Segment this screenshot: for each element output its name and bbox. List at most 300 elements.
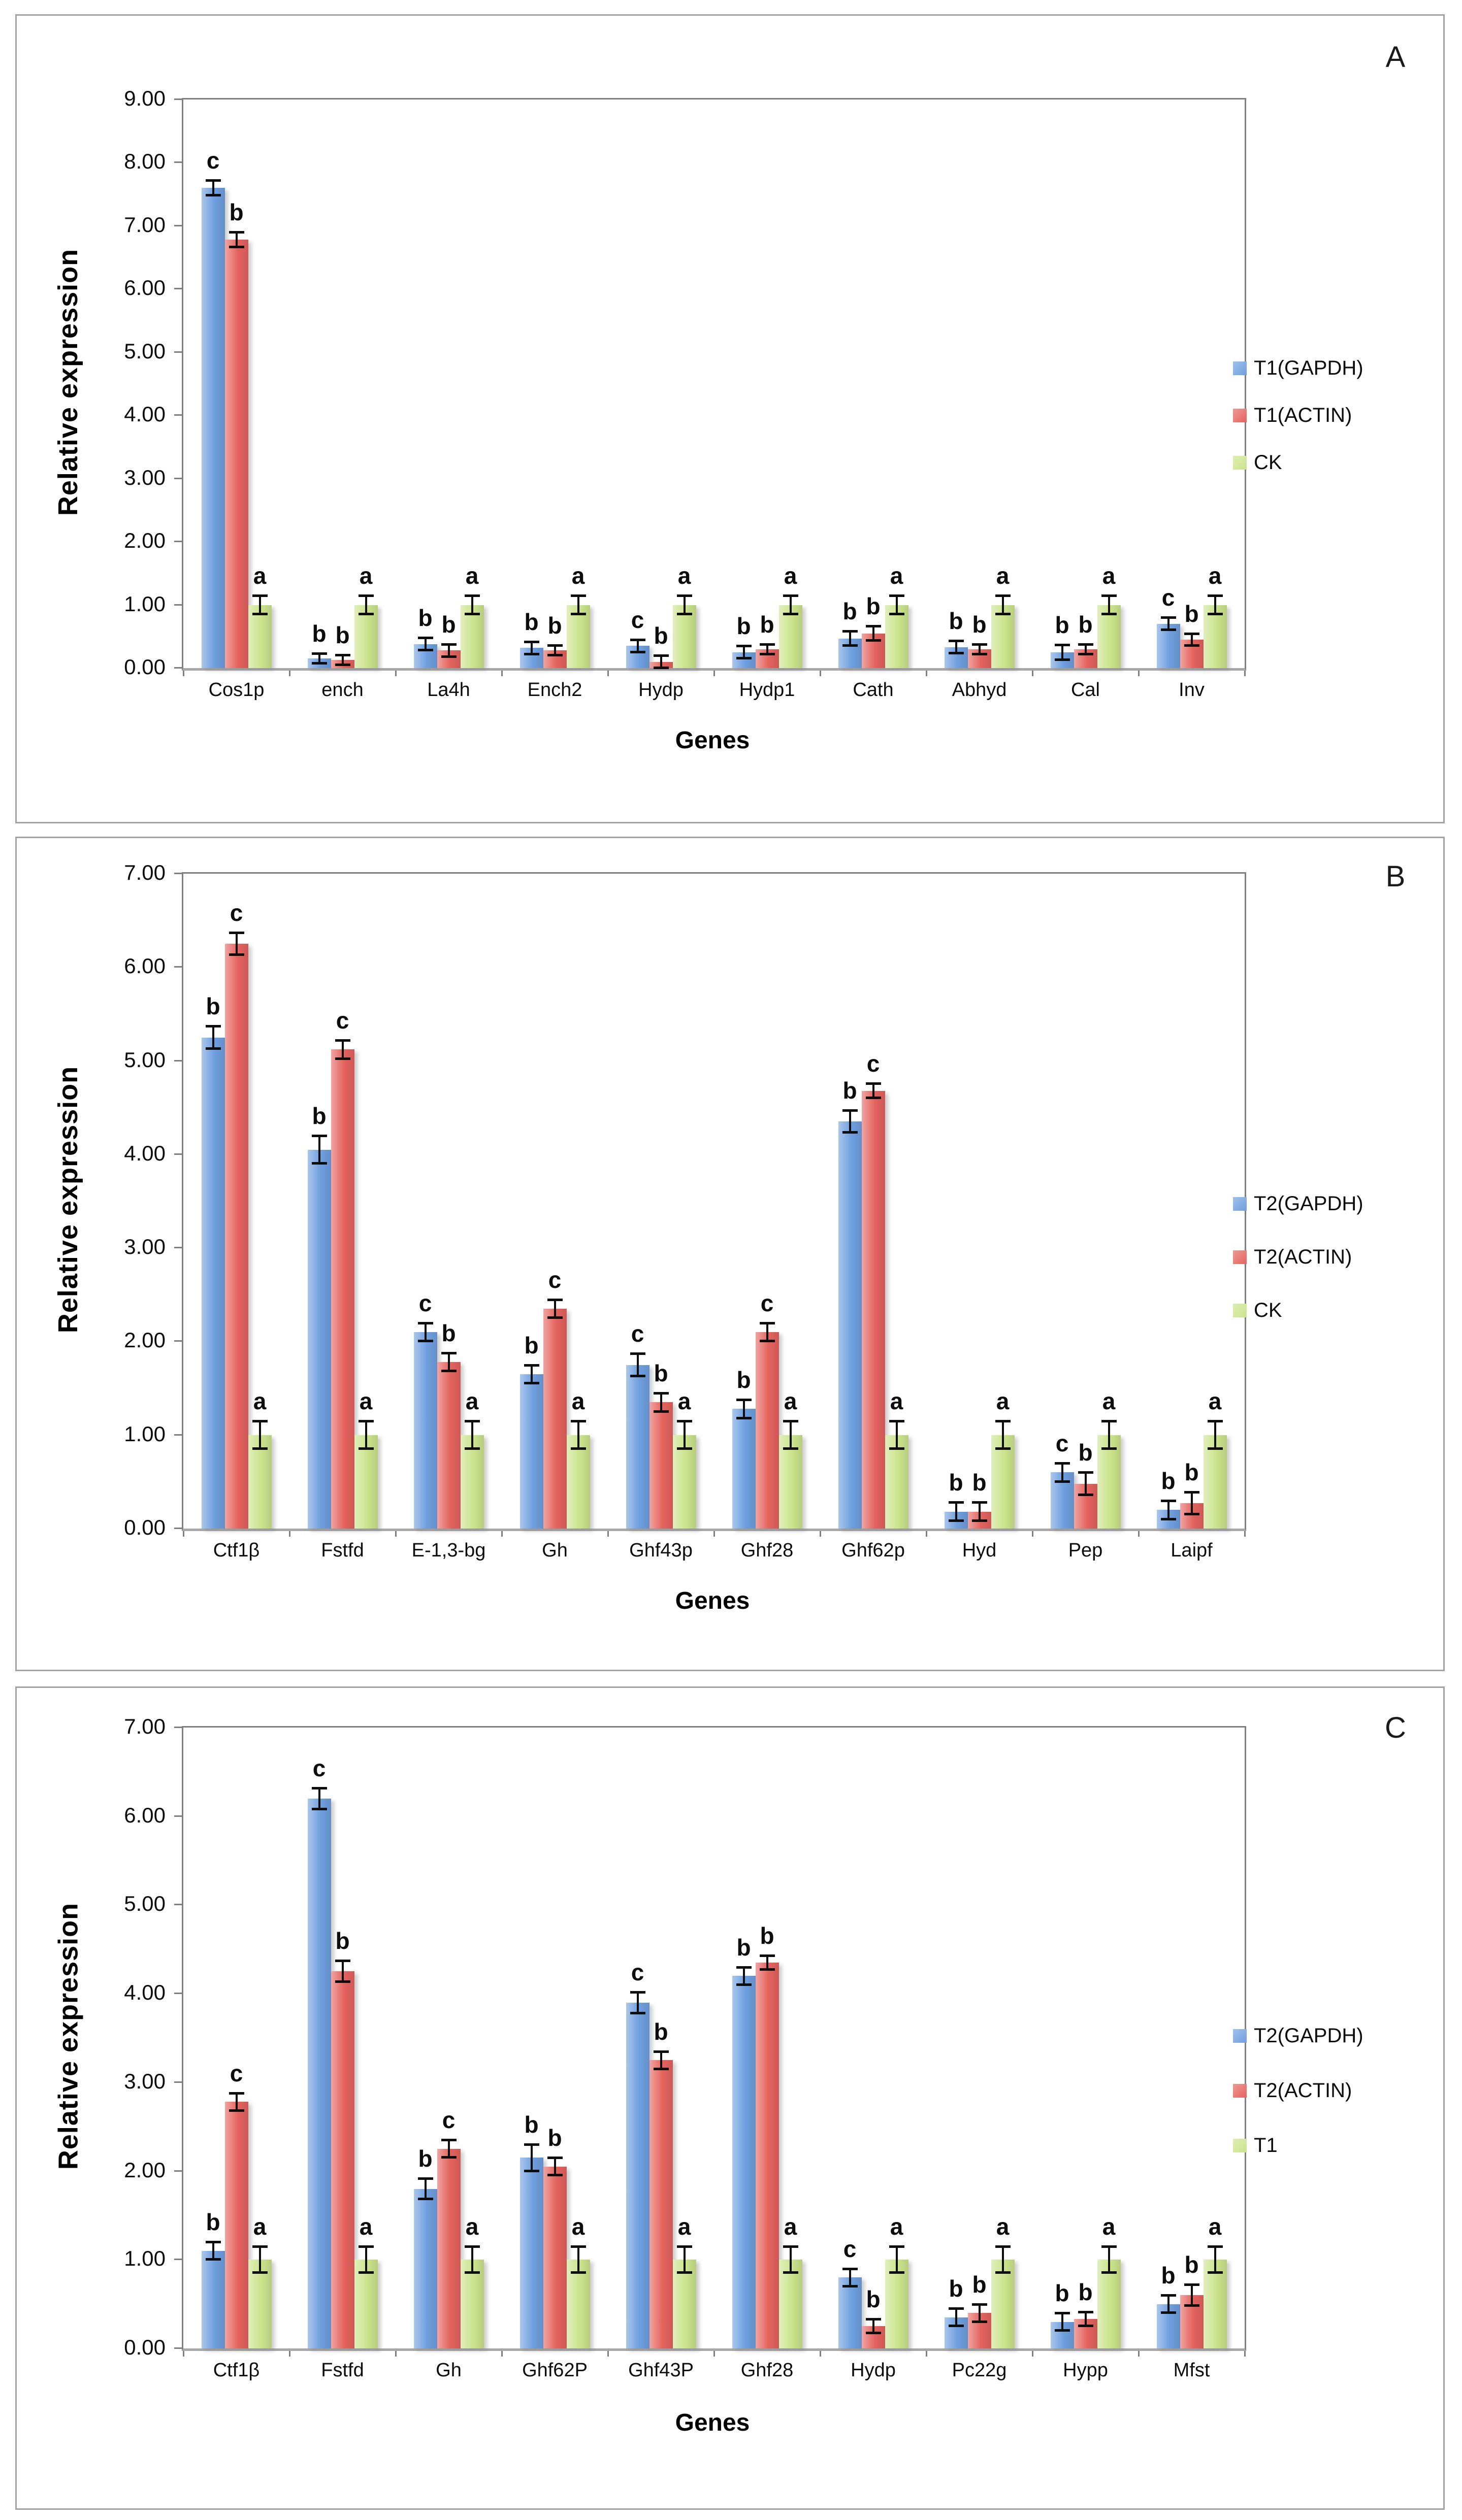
error-bar-cap-top: [359, 1420, 374, 1422]
error-bar-cap-bottom: [842, 1131, 858, 1134]
significance-letter: a: [784, 2213, 797, 2240]
significance-letter: c: [312, 1754, 326, 1781]
error-bar-cap-bottom: [206, 1047, 221, 1050]
significance-letter: c: [206, 147, 220, 174]
significance-letter: a: [253, 562, 267, 589]
legend-item: [1233, 2079, 1352, 2102]
x-axis-tick: [1032, 671, 1033, 676]
y-axis-tick: [174, 1528, 182, 1529]
error-bar: [1061, 1463, 1063, 1482]
y-axis-tick: [174, 98, 182, 100]
error-bar-cap-bottom: [312, 662, 327, 665]
legend-swatch-T1(GAPDH): [1233, 361, 1247, 375]
error-bar-cap-bottom: [524, 2170, 539, 2172]
significance-letter: c: [631, 1959, 644, 1985]
significance-letter: b: [547, 2125, 562, 2151]
error-bar-cap-bottom: [1078, 2325, 1093, 2327]
y-axis-tick-label: 6.00: [124, 1803, 166, 1827]
significance-letter: a: [571, 562, 585, 589]
bar-T2(ACTIN): [331, 1049, 354, 1529]
panel-label-b: B: [1385, 860, 1406, 893]
x-axis-tick: [501, 1531, 503, 1537]
error-bar-cap-bottom: [654, 667, 669, 669]
error-bar-cap-bottom: [949, 1519, 964, 1522]
error-bar: [743, 1400, 745, 1418]
error-bar-cap-top: [335, 1960, 350, 1962]
error-bar-cap-top: [465, 594, 480, 597]
bar-T2(GAPDH): [732, 1976, 756, 2348]
significance-letter: b: [1078, 2279, 1093, 2306]
bar-T2(ACTIN): [756, 1332, 779, 1529]
error-bar: [1061, 2313, 1063, 2331]
y-axis-tick-label: 4.00: [124, 1980, 166, 2005]
category-label: E-1,3-bg: [411, 1540, 486, 1561]
error-bar-cap-bottom: [1208, 2271, 1223, 2274]
significance-letter: a: [890, 1388, 903, 1415]
error-bar-cap-bottom: [972, 1519, 987, 1522]
bar-T2(GAPDH): [732, 1409, 756, 1529]
error-bar: [1214, 2246, 1216, 2273]
category-label: Gh: [436, 2360, 462, 2381]
x-axis-tick: [607, 1531, 609, 1537]
error-bar: [577, 595, 579, 614]
error-bar: [872, 1083, 874, 1098]
error-bar-cap-bottom: [677, 2271, 692, 2274]
legend-swatch-T1(ACTIN): [1233, 409, 1247, 422]
significance-letter: a: [359, 562, 373, 589]
significance-letter: a: [359, 1388, 373, 1415]
y-axis-tick-label: 3.00: [124, 465, 166, 489]
bar-T2(ACTIN): [437, 2149, 461, 2348]
x-axis-tick: [501, 2351, 503, 2357]
significance-letter: b: [524, 2111, 539, 2138]
error-bar-cap-bottom: [1055, 2329, 1070, 2332]
significance-letter: b: [206, 993, 220, 1020]
y-axis-tick: [174, 1153, 182, 1155]
error-bar-cap-top: [571, 1420, 586, 1422]
error-bar-cap-top: [441, 1352, 457, 1354]
x-axis-tick: [289, 2351, 290, 2357]
legend-item: [1233, 451, 1282, 474]
category-label: Gh: [542, 1540, 568, 1561]
error-bar: [684, 2246, 686, 2273]
error-bar-cap-top: [206, 1025, 221, 1027]
y-axis-tick-label: 0.00: [124, 655, 166, 679]
significance-letter: b: [972, 611, 987, 638]
legend-item: [1233, 2025, 1363, 2047]
category-label: Cos1p: [208, 679, 265, 701]
error-bar: [684, 595, 686, 614]
significance-letter: b: [1055, 611, 1069, 638]
significance-letter: a: [996, 1388, 1010, 1415]
significance-letter: b: [335, 1928, 350, 1954]
error-bar-cap-bottom: [972, 2320, 987, 2323]
category-label: Ghf43P: [628, 2360, 694, 2381]
error-bar: [790, 2246, 792, 2273]
error-bar-cap-top: [571, 2245, 586, 2248]
error-bar-cap-top: [972, 643, 987, 646]
error-bar-cap-bottom: [465, 1447, 480, 1450]
error-bar-cap-top: [359, 594, 374, 597]
x-axis-tick: [1244, 2351, 1246, 2357]
error-bar-cap-bottom: [783, 2271, 798, 2274]
error-bar: [1002, 2246, 1004, 2273]
error-bar-cap-bottom: [677, 613, 692, 615]
error-bar-cap-top: [866, 2318, 881, 2320]
x-axis-tick: [607, 2351, 609, 2357]
significance-letter: b: [441, 1319, 456, 1346]
x-axis-tick: [1032, 2351, 1033, 2357]
bar-T2(ACTIN): [649, 2060, 673, 2348]
error-bar-cap-top: [654, 2050, 669, 2053]
error-bar-cap-top: [571, 594, 586, 597]
error-bar-cap-bottom: [441, 655, 457, 658]
error-bar: [448, 2140, 450, 2158]
error-bar-cap-bottom: [1078, 1494, 1093, 1496]
x-axis-tick: [713, 1531, 715, 1537]
x-axis-tick: [395, 1531, 397, 1537]
error-bar-cap-bottom: [571, 2271, 586, 2274]
x-axis-tick: [501, 671, 503, 676]
significance-letter: b: [547, 612, 562, 639]
legend-label: CK: [1254, 451, 1282, 474]
x-axis-tick: [926, 2351, 927, 2357]
y-axis-tick: [174, 604, 182, 606]
error-bar-cap-top: [1101, 594, 1117, 597]
error-bar-cap-top: [1078, 643, 1093, 646]
legend-item: [1233, 357, 1363, 380]
legend-item: [1233, 1299, 1282, 1322]
category-label: Ghf28: [740, 1540, 794, 1561]
y-axis-tick-label: 3.00: [124, 1235, 166, 1259]
category-label: Hyd: [962, 1540, 997, 1561]
error-bar: [955, 1502, 957, 1521]
category-label: Mfst: [1173, 2360, 1210, 2381]
significance-letter: b: [312, 620, 327, 647]
error-bar: [531, 1365, 533, 1384]
error-bar-cap-top: [783, 1420, 798, 1422]
error-bar: [1108, 2246, 1110, 2273]
significance-letter: a: [996, 562, 1010, 589]
category-label: Ench2: [527, 679, 582, 701]
error-bar: [1191, 1492, 1193, 1514]
error-bar-cap-bottom: [972, 653, 987, 655]
bar-T1(ACTIN): [225, 240, 248, 668]
category-label: Ghf43p: [629, 1540, 693, 1561]
y-axis-tick: [174, 667, 182, 669]
y-axis-tick: [174, 2081, 182, 2083]
y-axis-tick: [174, 161, 182, 163]
y-axis-tick-label: 6.00: [124, 954, 166, 978]
x-axis-title: Genes: [675, 1587, 750, 1614]
error-bar: [318, 1788, 320, 1809]
error-bar-cap-bottom: [229, 2109, 244, 2112]
significance-letter: b: [842, 1077, 857, 1104]
error-bar-cap-bottom: [229, 953, 244, 956]
error-bar: [660, 2051, 662, 2069]
bar-T2(ACTIN): [225, 944, 248, 1529]
error-bar: [849, 1110, 851, 1133]
plot-area: [124, 86, 1246, 701]
error-bar-cap-bottom: [736, 1983, 752, 1986]
bar-T2(GAPDH): [520, 2158, 543, 2348]
error-bar: [531, 2144, 533, 2171]
error-bar-cap-bottom: [252, 2271, 268, 2274]
y-axis-tick-label: 5.00: [124, 339, 166, 363]
error-bar-cap-bottom: [630, 2012, 645, 2014]
error-bar: [471, 595, 473, 614]
y-axis-tick-label: 1.00: [124, 1421, 166, 1446]
error-bar-cap-top: [889, 594, 904, 597]
error-bar-cap-top: [1078, 1471, 1093, 1474]
error-bar-cap-bottom: [359, 2271, 374, 2274]
error-bar-cap-top: [654, 654, 669, 657]
category-label: Pc22g: [952, 2360, 1007, 2381]
error-bar: [1002, 1421, 1004, 1449]
bar-T2(ACTIN): [862, 1091, 885, 1529]
x-axis-tick: [1138, 671, 1140, 676]
significance-letter: a: [677, 2213, 691, 2240]
error-bar-cap-bottom: [783, 613, 798, 615]
error-bar-cap-bottom: [630, 651, 645, 653]
error-bar-cap-bottom: [783, 1447, 798, 1450]
x-axis-tick: [183, 1531, 184, 1537]
error-bar-cap-bottom: [866, 2332, 881, 2334]
error-bar-cap-top: [866, 1082, 881, 1085]
significance-letter: b: [312, 1103, 327, 1129]
error-bar-cap-bottom: [1161, 2311, 1176, 2314]
error-bar: [259, 2246, 261, 2273]
error-bar-cap-bottom: [866, 639, 881, 642]
bar-T2(ACTIN): [543, 1309, 567, 1529]
legend-swatch-T2(ACTIN): [1233, 1250, 1247, 1264]
significance-letter: b: [760, 611, 774, 638]
error-bar-cap-top: [995, 594, 1011, 597]
bar-T2(GAPDH): [202, 2251, 225, 2348]
significance-letter: b: [736, 613, 751, 640]
error-bar: [577, 2246, 579, 2273]
y-axis-tick-label: 5.00: [124, 1047, 166, 1072]
y-axis-tick: [174, 1434, 182, 1436]
error-bar-cap-top: [229, 932, 244, 934]
significance-letter: b: [418, 605, 433, 632]
error-bar: [1085, 1472, 1087, 1495]
error-bar-cap-top: [524, 1364, 539, 1367]
error-bar-cap-top: [547, 1299, 563, 1301]
error-bar-cap-top: [677, 2245, 692, 2248]
error-bar-cap-top: [1208, 1420, 1223, 1422]
error-bar: [1167, 2295, 1169, 2313]
error-bar-cap-bottom: [995, 2271, 1011, 2274]
x-axis-tick: [1138, 2351, 1140, 2357]
error-bar-cap-top: [995, 1420, 1011, 1422]
x-axis-tick: [1244, 1531, 1246, 1537]
category-label: La4h: [427, 679, 470, 701]
error-bar-cap-bottom: [312, 1808, 327, 1810]
y-axis-tick-label: 2.00: [124, 528, 166, 553]
y-axis-tick: [174, 873, 182, 874]
error-bar: [342, 1961, 344, 1982]
significance-letter: c: [760, 1289, 774, 1316]
significance-letter: b: [949, 1469, 963, 1496]
legend-label: CK: [1254, 1299, 1282, 1321]
x-axis-tick: [289, 1531, 290, 1537]
error-bar-cap-top: [783, 594, 798, 597]
error-bar: [660, 1393, 662, 1412]
error-bar: [849, 631, 851, 646]
significance-letter: c: [418, 1289, 432, 1316]
y-axis-tick-label: 7.00: [124, 1714, 166, 1738]
error-bar-cap-top: [312, 1787, 327, 1789]
error-bar-cap-bottom: [359, 613, 374, 615]
significance-letter: a: [1208, 2213, 1222, 2240]
category-label: Laipf: [1171, 1540, 1213, 1561]
y-axis-title: Relative expression: [53, 1902, 84, 2170]
significance-letter: b: [1184, 600, 1199, 627]
y-axis-tick: [174, 478, 182, 479]
x-axis-tick: [183, 2351, 184, 2357]
y-axis-tick-label: 7.00: [124, 212, 166, 237]
significance-letter: c: [1055, 1430, 1069, 1456]
panel-c: [15, 1686, 1445, 2510]
significance-letter: a: [784, 1388, 797, 1415]
error-bar: [342, 1040, 344, 1059]
category-label: Hypp: [1063, 2360, 1108, 2381]
error-bar-cap-bottom: [229, 246, 244, 248]
x-axis-tick: [1032, 1531, 1033, 1537]
panel-a: [15, 14, 1445, 823]
error-bar-cap-bottom: [654, 2068, 669, 2070]
error-bar-cap-top: [1078, 2311, 1093, 2313]
error-bar: [1061, 645, 1063, 660]
significance-letter: b: [972, 2271, 987, 2298]
error-bar: [790, 595, 792, 614]
error-bar-cap-top: [335, 654, 350, 656]
error-bar-cap-top: [1055, 644, 1070, 646]
error-bar-cap-bottom: [465, 613, 480, 615]
legend-label: T1(GAPDH): [1254, 357, 1363, 379]
bar-T2(GAPDH): [414, 1332, 437, 1529]
significance-letter: b: [441, 611, 456, 638]
significance-letter: c: [843, 2235, 857, 2262]
error-bar: [471, 2246, 473, 2273]
category-label: Abhyd: [952, 679, 1007, 701]
error-bar: [259, 595, 261, 614]
significance-letter: b: [1161, 1467, 1176, 1494]
legend-label: T1: [1254, 2134, 1278, 2157]
error-bar-cap-top: [1184, 2283, 1199, 2286]
significance-letter: b: [760, 1922, 774, 1949]
error-bar-cap-top: [312, 652, 327, 655]
error-bar-cap-bottom: [889, 613, 904, 615]
category-label: Ghf62P: [522, 2360, 588, 2381]
y-axis-tick: [174, 1060, 182, 1062]
legend-label: T2(GAPDH): [1254, 1192, 1363, 1215]
significance-letter: c: [631, 1320, 644, 1347]
significance-letter: a: [253, 2213, 267, 2240]
error-bar-cap-top: [1161, 2294, 1176, 2297]
error-bar: [849, 2269, 851, 2286]
error-bar-cap-top: [1208, 2245, 1223, 2248]
legend-label: T2(GAPDH): [1254, 2025, 1363, 2047]
error-bar-cap-top: [441, 2139, 457, 2141]
error-bar-cap-bottom: [206, 2258, 221, 2261]
bar-T2(GAPDH): [414, 2189, 437, 2348]
error-bar-cap-bottom: [1184, 2304, 1199, 2307]
significance-letter: b: [654, 2018, 668, 2045]
error-bar-cap-top: [1184, 1491, 1199, 1494]
error-bar: [1108, 1421, 1110, 1449]
y-axis-tick: [174, 351, 182, 353]
significance-letter: b: [1078, 1439, 1093, 1466]
error-bar-cap-top: [842, 630, 858, 633]
category-label: Cal: [1070, 679, 1100, 701]
significance-letter: b: [1078, 611, 1093, 638]
error-bar-cap-top: [760, 643, 775, 646]
y-axis-title: Relative expression: [53, 1066, 83, 1334]
error-bar-cap-top: [736, 645, 752, 647]
error-bar-cap-top: [1055, 2312, 1070, 2314]
y-axis-tick-label: 0.00: [124, 2335, 166, 2359]
error-bar-cap-bottom: [571, 613, 586, 615]
category-label: Hydp: [638, 679, 684, 701]
error-bar-cap-bottom: [359, 1447, 374, 1450]
legend-swatch-T1: [1233, 2139, 1247, 2152]
error-bar: [236, 933, 238, 955]
error-bar-cap-top: [229, 2092, 244, 2095]
error-bar-cap-bottom: [547, 654, 563, 656]
bar-T1(GAPDH): [202, 188, 225, 668]
error-bar-cap-top: [949, 1501, 964, 1504]
error-bar: [365, 1421, 367, 1449]
error-bar-cap-top: [359, 2245, 374, 2248]
error-bar: [1167, 1501, 1169, 1519]
significance-letter: b: [736, 1366, 751, 1393]
category-label: Ctf1β: [213, 1540, 260, 1561]
error-bar-cap-bottom: [889, 1447, 904, 1450]
error-bar-cap-bottom: [995, 613, 1011, 615]
error-bar-cap-top: [1101, 1420, 1117, 1422]
significance-letter: b: [206, 2209, 220, 2236]
significance-letter: a: [571, 2213, 585, 2240]
error-bar: [743, 1967, 745, 1985]
error-bar-cap-top: [842, 1109, 858, 1112]
error-bar-cap-top: [335, 1039, 350, 1042]
significance-letter: c: [230, 2060, 243, 2086]
error-bar-cap-bottom: [1161, 1518, 1176, 1520]
y-axis-tick: [174, 414, 182, 416]
error-bar: [766, 1323, 768, 1342]
error-bar: [318, 1136, 320, 1164]
error-bar: [896, 595, 898, 614]
error-bar-cap-top: [1184, 633, 1199, 635]
error-bar-cap-top: [1208, 594, 1223, 597]
y-axis-tick: [174, 966, 182, 968]
error-bar-cap-bottom: [441, 1370, 457, 1372]
significance-letter: a: [890, 562, 903, 589]
significance-letter: c: [336, 1007, 349, 1034]
y-axis-tick: [174, 1904, 182, 1905]
error-bar-cap-bottom: [418, 649, 433, 651]
error-bar-cap-top: [889, 1420, 904, 1422]
significance-letter: a: [1208, 562, 1222, 589]
error-bar-cap-bottom: [1161, 628, 1176, 631]
error-bar: [637, 1992, 639, 2013]
legend-item: [1233, 404, 1352, 427]
bar-T2(GAPDH): [308, 1799, 331, 2348]
error-bar-cap-bottom: [1101, 613, 1117, 615]
error-bar: [1214, 1421, 1216, 1449]
